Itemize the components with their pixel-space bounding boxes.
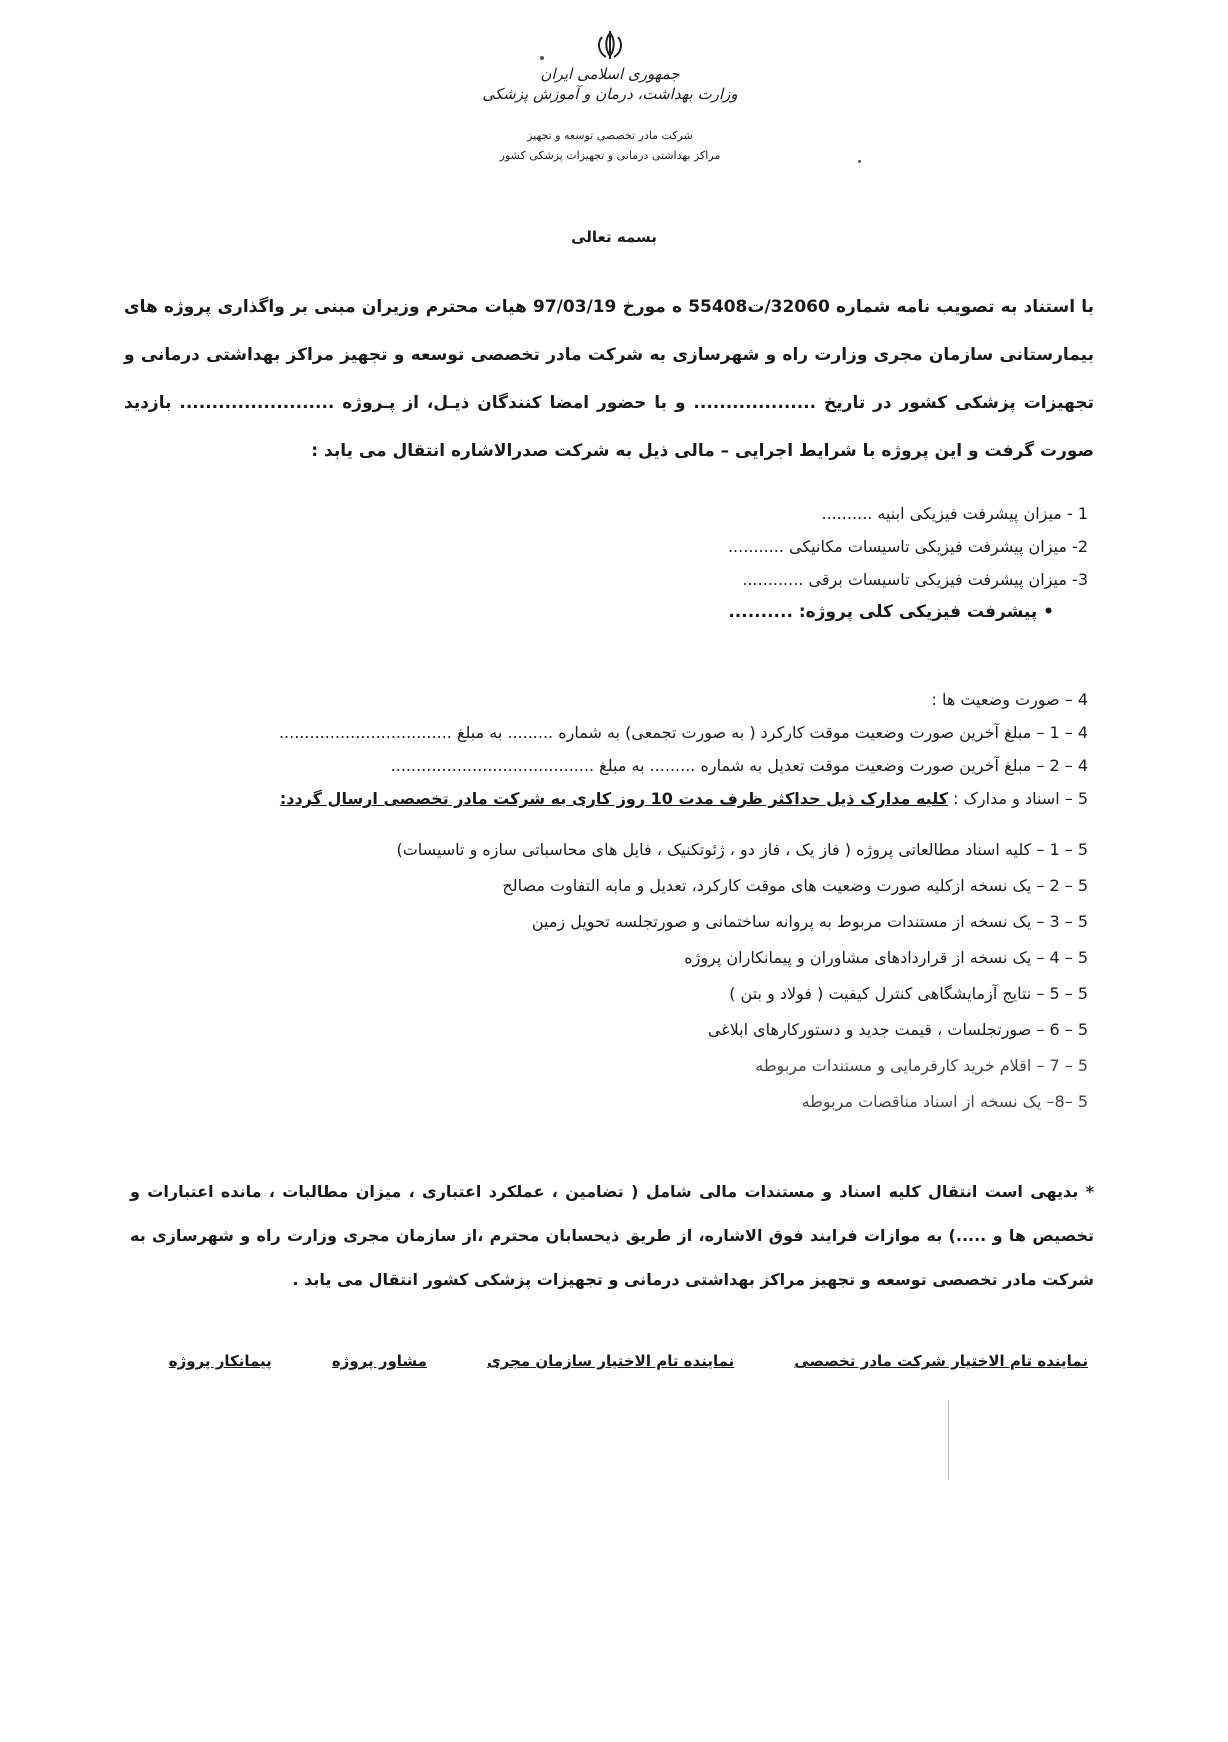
scan-mark	[948, 1400, 949, 1480]
ministry-line: جمهوری اسلامی ایران	[540, 65, 680, 83]
documents-list	[396, 832, 1088, 1120]
statements-list	[279, 683, 1088, 815]
list-item: 4 – صورت وضعیت ها :	[931, 690, 1088, 709]
signature-row	[169, 1352, 1088, 1370]
scan-speck	[858, 160, 861, 163]
list-item: 5 – 4 – یک نسخه از قراردادهای مشاوران و پیمانکاران پروژه	[684, 948, 1088, 967]
letterhead	[460, 30, 760, 166]
list-item: 5 – 2 – یک نسخه ازکلیه صورت وضعیت های موقت کارکرد، تعدیل و مابه التفاوت مصالح	[502, 876, 1088, 895]
list-item: 5 – 6 – صورتجلسات ، قیمت جدید و دستورکارهای ابلاغی	[707, 1020, 1088, 1039]
list-item: 4 – 1 – مبلغ آخرین صورت وضعیت موقت کارکرد ( به صورت تجمعی) به شماره ......... به مبلغ ..................................	[278, 723, 1088, 742]
signature-label: نماینده تام الاختیار سازمان مجری	[486, 1352, 735, 1370]
organization-name	[460, 126, 760, 166]
list-item: 1 - میزان پیشرفت فیزیکی ابنیه ..........	[821, 504, 1088, 523]
org-line: مراکز بهداشتی درمانی و تجهیزات پزشکی کشور	[499, 149, 721, 162]
ministry-name	[460, 64, 760, 104]
overall-progress: • پیشرفت فیزیکی کلی پروژه: ..........	[728, 602, 1054, 622]
scan-speck	[540, 56, 544, 60]
org-line: شرکت مادر تخصصی توسعه و تجهیز	[527, 129, 693, 142]
list-item: 5 – 1 – کلیه اسناد مطالعاتی پروژه ( فاز یک ، فاز دو ، ژئوتکنیک ، فایل های محاسباتی سازه و تاسیسات)	[396, 840, 1088, 859]
list-item: 2- میزان پیشرفت فیزیکی تاسیسات مکانیکی ...........	[727, 537, 1088, 556]
ministry-line: وزارت بهداشت، درمان و آموزش پزشکی	[482, 85, 738, 103]
list-item: 5 – 7 – اقلام خرید کارفرمایی و مستندات مربوطه	[755, 1056, 1088, 1075]
progress-list	[728, 497, 1088, 629]
documents-heading	[279, 782, 1088, 815]
signature-label: پیمانکار پروژه	[168, 1352, 272, 1370]
list-item: 5 –8– یک نسخه از اسناد مناقصات مربوطه	[801, 1092, 1088, 1111]
list-item: 3- میزان پیشرفت فیزیکی تاسیسات برقی ............	[742, 570, 1088, 589]
list-item: 5 – 5 – نتایج آزمایشگاهی کنترل کیفیت ( فولاد و بتن )	[729, 984, 1088, 1003]
signature-label: نماینده تام الاختیار شرکت مادر تخصصی	[794, 1352, 1088, 1370]
signature-label: مشاور پروژه	[331, 1352, 427, 1370]
note-paragraph: * بدیهی است انتقال کلیه اسناد و مستندات مالی شامل ( تضامین ، عملکرد اعتباری ، میزان مطالبات ، مانده اعتبارات و تخصیص ها و .....) به موازات فرایند فوق الاشاره، از طریق ذیحسابان محترم ،از سازمان مجری وزارت راه و شهرسازی به شرکت مادر تخصصی توسعه و تجهیز مراکز بهداشتی درمانی و تجهیزات پزشکی کشور انتقال می یابد .	[130, 1182, 1094, 1289]
bismillah-heading: بسمه تعالی	[571, 228, 657, 246]
list-item: 5 – 3 – یک نسخه از مستندات مربوط به پروانه ساختمانی و صورتجلسه تحویل زمین	[531, 912, 1088, 931]
iran-emblem-icon	[593, 30, 627, 60]
list-item: 4 – 2 – مبلغ آخرین صورت وضعیت موقت تعدیل به شماره ......... به مبلغ ........................................	[390, 756, 1088, 775]
documents-title: کلیه مدارک ذیل حداکثر ظرف مدت 10 روز کاری به شرکت مادر تخصصی ارسال گردد:	[279, 789, 949, 808]
documents-prefix: 5 – اسناد و مدارک :	[948, 789, 1088, 808]
intro-paragraph: با استناد به تصویب نامه شماره 32060/ت55408 ه مورخ 97/03/19 هیات محترم وزیران مبنی بر واگذاری پروژه های بیمارستانی سازمان مجری وزارت راه و شهرسازی به شرکت مادر تخصصی توسعه و تجهیز مراکز بهداشتی درمانی و تجهیزات پزشکی کشور در تاریخ ................... و با حضور امضا کنندگان ذیـل، از پـروژه ........................ بازدید صورت گرفت و این پروژه با شرایط اجرایی – مالی ذیل به شرکت صدرالاشاره انتقال می یابد :	[124, 297, 1094, 461]
